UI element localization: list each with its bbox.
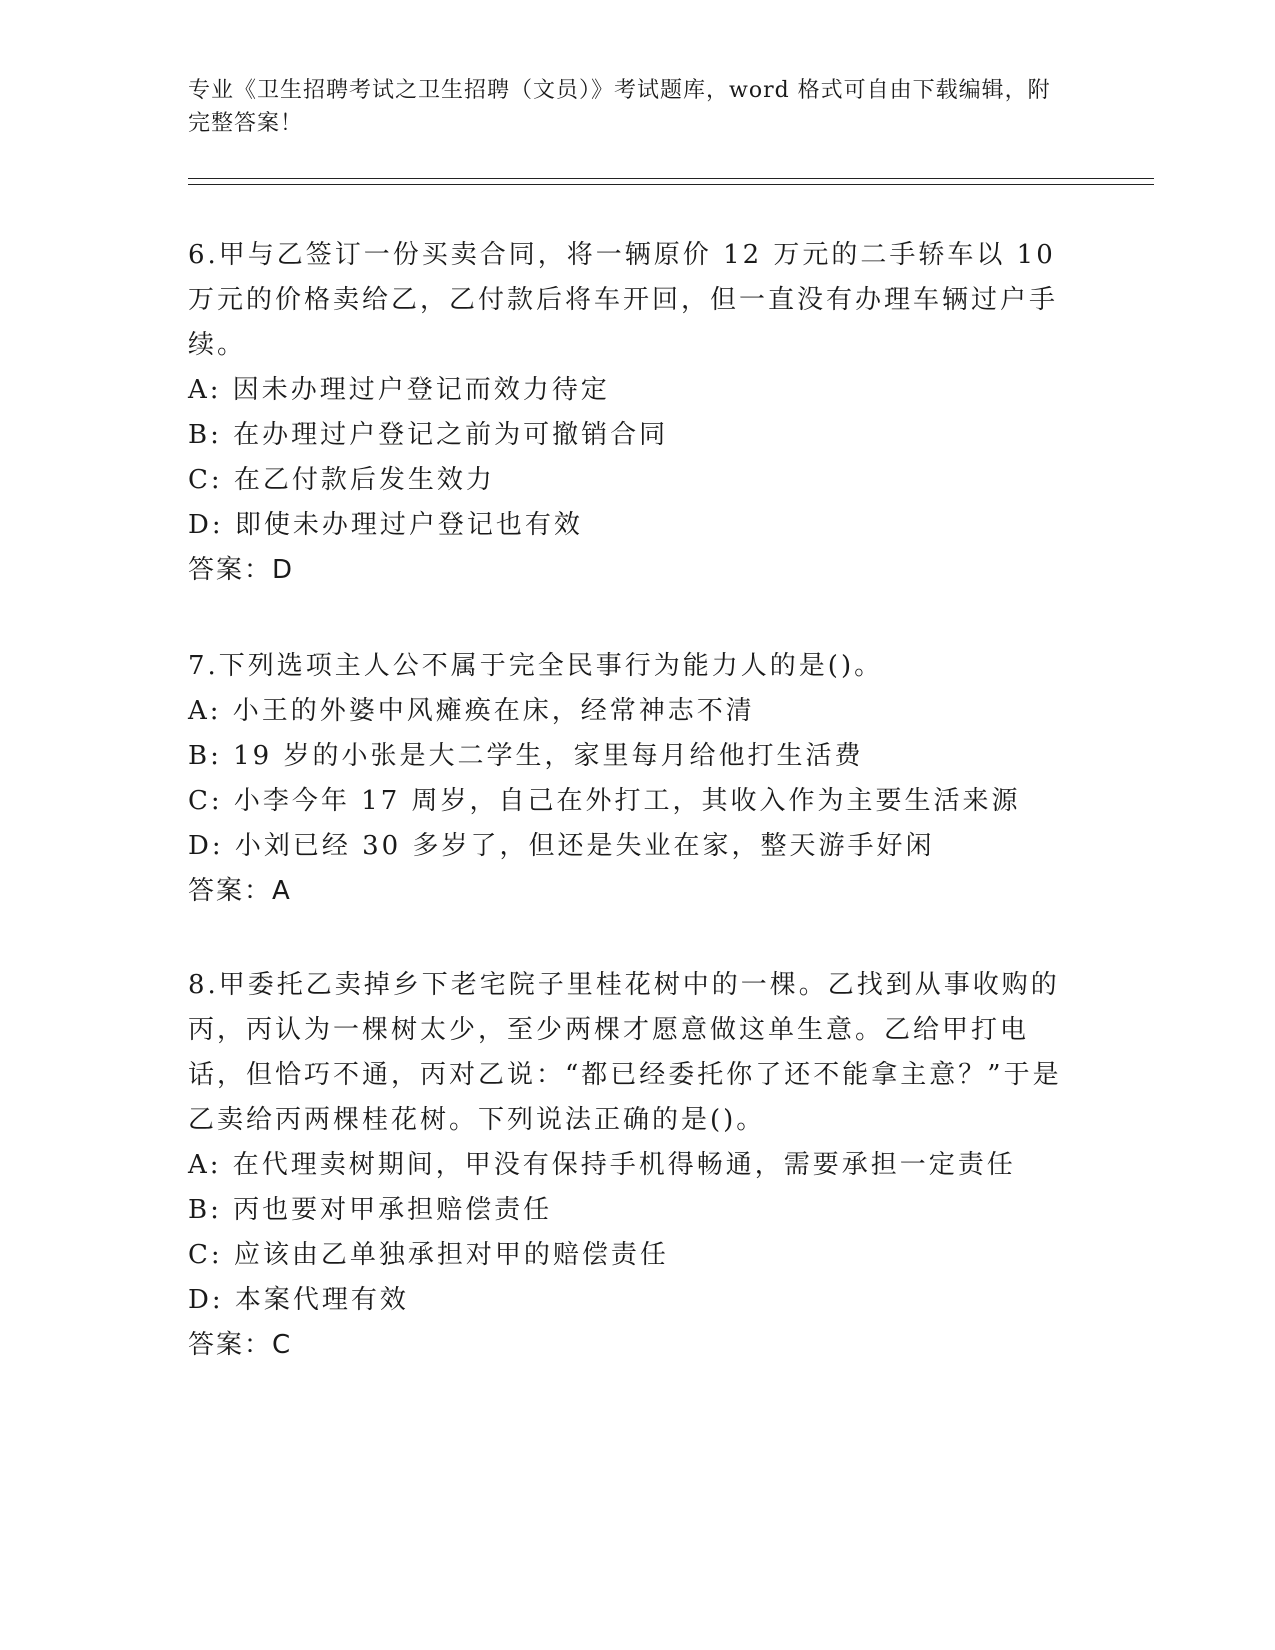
header-divider-top <box>188 178 1154 179</box>
option-d: D: 即使未办理过户登记也有效 <box>188 510 583 540</box>
question-7 <box>188 644 1068 914</box>
option-a: A: 在代理卖树期间，甲没有保持手机得畅通，需要承担一定责任 <box>188 1150 1016 1180</box>
header-divider-bottom <box>188 184 1154 185</box>
answer-label: 答案：A <box>188 876 292 906</box>
option-b: B: 19 岁的小张是大二学生，家里每月给他打生活费 <box>188 741 864 771</box>
option-b: B: 在办理过户登记之前为可撤销合同 <box>188 420 669 450</box>
option-c: C: 应该由乙单独承担对甲的赔偿责任 <box>188 1240 669 1270</box>
answer-label: 答案：C <box>188 1330 293 1360</box>
option-d: D: 小刘已经 30 多岁了，但还是失业在家，整天游手好闲 <box>188 831 935 861</box>
document-intro: 专业《卫生招聘考试之卫生招聘（文员）》考试题库，word 格式可自由下载编辑，附完整答案！ <box>188 78 1051 136</box>
option-c: C: 小李今年 17 周岁，自己在外打工，其收入作为主要生活来源 <box>188 786 1021 816</box>
option-a: A: 因未办理过户登记而效力待定 <box>188 375 610 405</box>
question-stem: 7.下列选项主人公不属于完全民事行为能力人的是()。 <box>188 651 884 681</box>
option-b: B: 丙也要对甲承担赔偿责任 <box>188 1195 553 1225</box>
question-6 <box>188 233 1068 593</box>
question-stem: 6.甲与乙签订一份买卖合同，将一辆原价 12 万元的二手轿车以 10 万元的价格卖给乙，乙付款后将车开回，但一直没有办理车辆过户手续。 <box>188 240 1059 360</box>
question-8 <box>188 963 1068 1368</box>
option-d: D: 本案代理有效 <box>188 1285 409 1315</box>
question-stem: 8.甲委托乙卖掉乡下老宅院子里桂花树中的一棵。乙找到从事收购的丙，丙认为一棵树太少，至少两棵才愿意做这单生意。乙给甲打电话，但恰巧不通，丙对乙说：“都已经委托你了还不能拿主意？”于是乙卖给丙两棵桂花树。下列说法正确的是()。 <box>188 970 1062 1135</box>
option-a: A: 小王的外婆中风瘫痪在床，经常神志不清 <box>188 696 755 726</box>
option-c: C: 在乙付款后发生效力 <box>188 465 495 495</box>
answer-label: 答案：D <box>188 555 295 585</box>
